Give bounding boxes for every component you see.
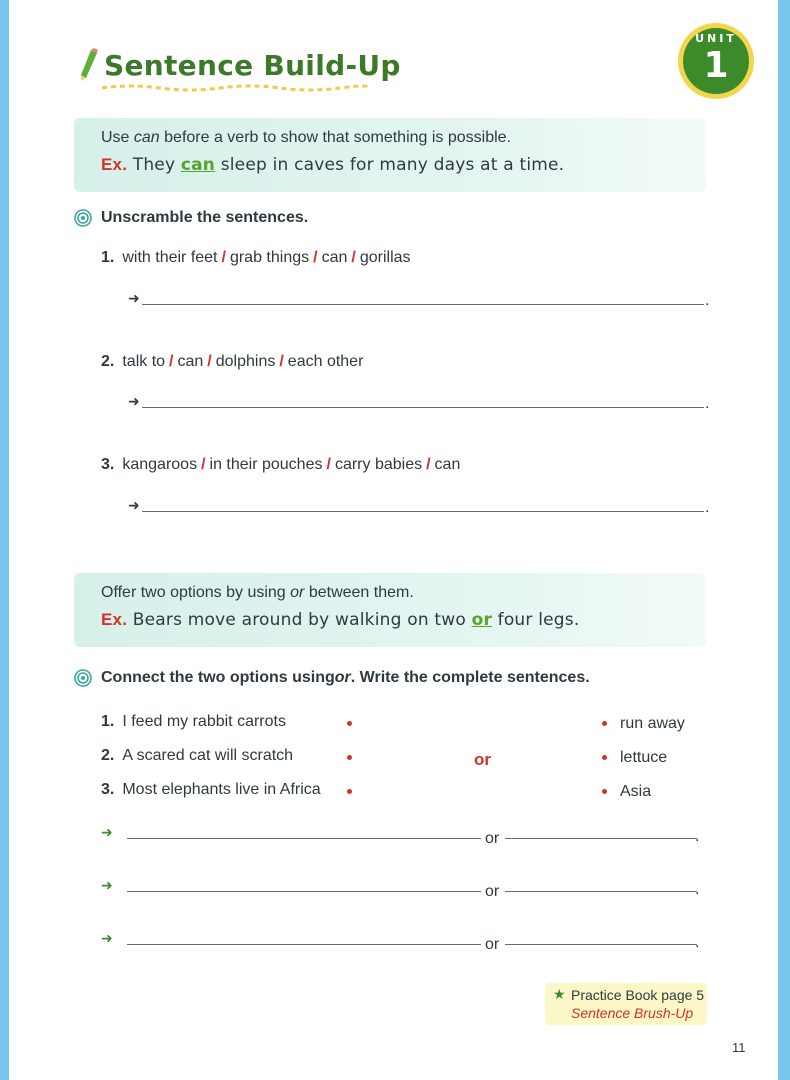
connect-answer-row-3: ➜ or . [101, 930, 700, 953]
arrow-icon: ➜ [101, 824, 113, 840]
connect-answer-line-3b[interactable] [505, 944, 697, 945]
match-dot-left-3[interactable] [347, 789, 352, 794]
connect-answer-line-2a[interactable] [127, 891, 481, 892]
grammar-example: Ex. Bears move around by walking on two or four legs. [101, 610, 580, 630]
match-dot-right-1[interactable] [602, 721, 607, 726]
grammar-tip-box-or [74, 573, 706, 647]
grammar-tip-text: Use can before a verb to show that something is possible. [101, 129, 512, 146]
match-dot-right-3[interactable] [602, 789, 607, 794]
match-right-item-2: lettuce [620, 749, 668, 766]
match-right-item-1: run away [620, 715, 685, 732]
unscramble-item-1: 1. with their feet / grab things / can / gorillas [101, 249, 411, 266]
answer-row-1: ➜ . [128, 290, 710, 309]
page-left-edge [0, 0, 9, 1080]
answer-line-2[interactable] [142, 407, 704, 408]
match-dot-left-1[interactable] [347, 721, 352, 726]
match-dot-right-2[interactable] [602, 755, 607, 760]
answer-row-2: ➜ . [128, 393, 710, 412]
grammar-example: Ex. They can sleep in caves for many days at a time. [101, 155, 565, 175]
answer-row-3: ➜ . [128, 497, 710, 516]
page-title [78, 48, 401, 82]
arrow-icon: ➜ [101, 930, 113, 946]
unit-badge [676, 21, 756, 101]
spiral-icon [74, 209, 92, 227]
connect-answer-row-2: ➜ or . [101, 877, 700, 900]
page-title-text: Sentence Build-Up [104, 48, 401, 82]
connect-answer-line-2b[interactable] [505, 891, 697, 892]
match-left-item-2: 2. A scared cat will scratch [101, 747, 294, 764]
page-number: 11 [732, 1040, 746, 1055]
connect-answer-line-3a[interactable] [127, 944, 481, 945]
center-or-word: or [474, 750, 491, 769]
arrow-icon: ➜ [128, 290, 140, 306]
match-left-item-3: 3. Most elephants live in Africa [101, 781, 321, 798]
practice-book-note [545, 983, 707, 1025]
page-right-edge [778, 0, 790, 1080]
arrow-icon: ➜ [128, 497, 140, 513]
title-underline-decoration [100, 82, 370, 94]
grammar-tip-text: Offer two options by using or between them. [101, 584, 414, 601]
pencil-icon [78, 48, 100, 82]
answer-line-1[interactable] [142, 304, 704, 305]
connect-answer-line-1a[interactable] [127, 838, 481, 839]
star-icon: ★ [553, 986, 566, 1002]
spiral-icon [74, 669, 92, 687]
unscramble-item-3: 3. kangaroos / in their pouches / carry babies / can [101, 456, 461, 473]
unscramble-item-2: 2. talk to / can / dolphins / each other [101, 353, 364, 370]
instruction-unscramble: Unscramble the sentences. [74, 209, 308, 227]
arrow-icon: ➜ [128, 393, 140, 409]
connect-answer-line-1b[interactable] [505, 838, 697, 839]
grammar-tip-box-can [74, 118, 706, 192]
unit-label: UNIT [695, 32, 737, 45]
match-right-item-3: Asia [620, 783, 652, 800]
match-left-item-1: 1. I feed my rabbit carrots [101, 713, 286, 730]
connect-answer-row-1: ➜ or . [101, 824, 700, 847]
practice-book-section: Sentence Brush-Up [571, 1005, 694, 1021]
instruction-connect: Connect the two options using or . Write the complete sentences. [74, 669, 590, 687]
practice-book-page: Practice Book page 5 [571, 987, 705, 1003]
unit-number: 1 [703, 45, 729, 86]
arrow-icon: ➜ [101, 877, 113, 893]
answer-line-3[interactable] [142, 511, 704, 512]
match-dot-left-2[interactable] [347, 755, 352, 760]
